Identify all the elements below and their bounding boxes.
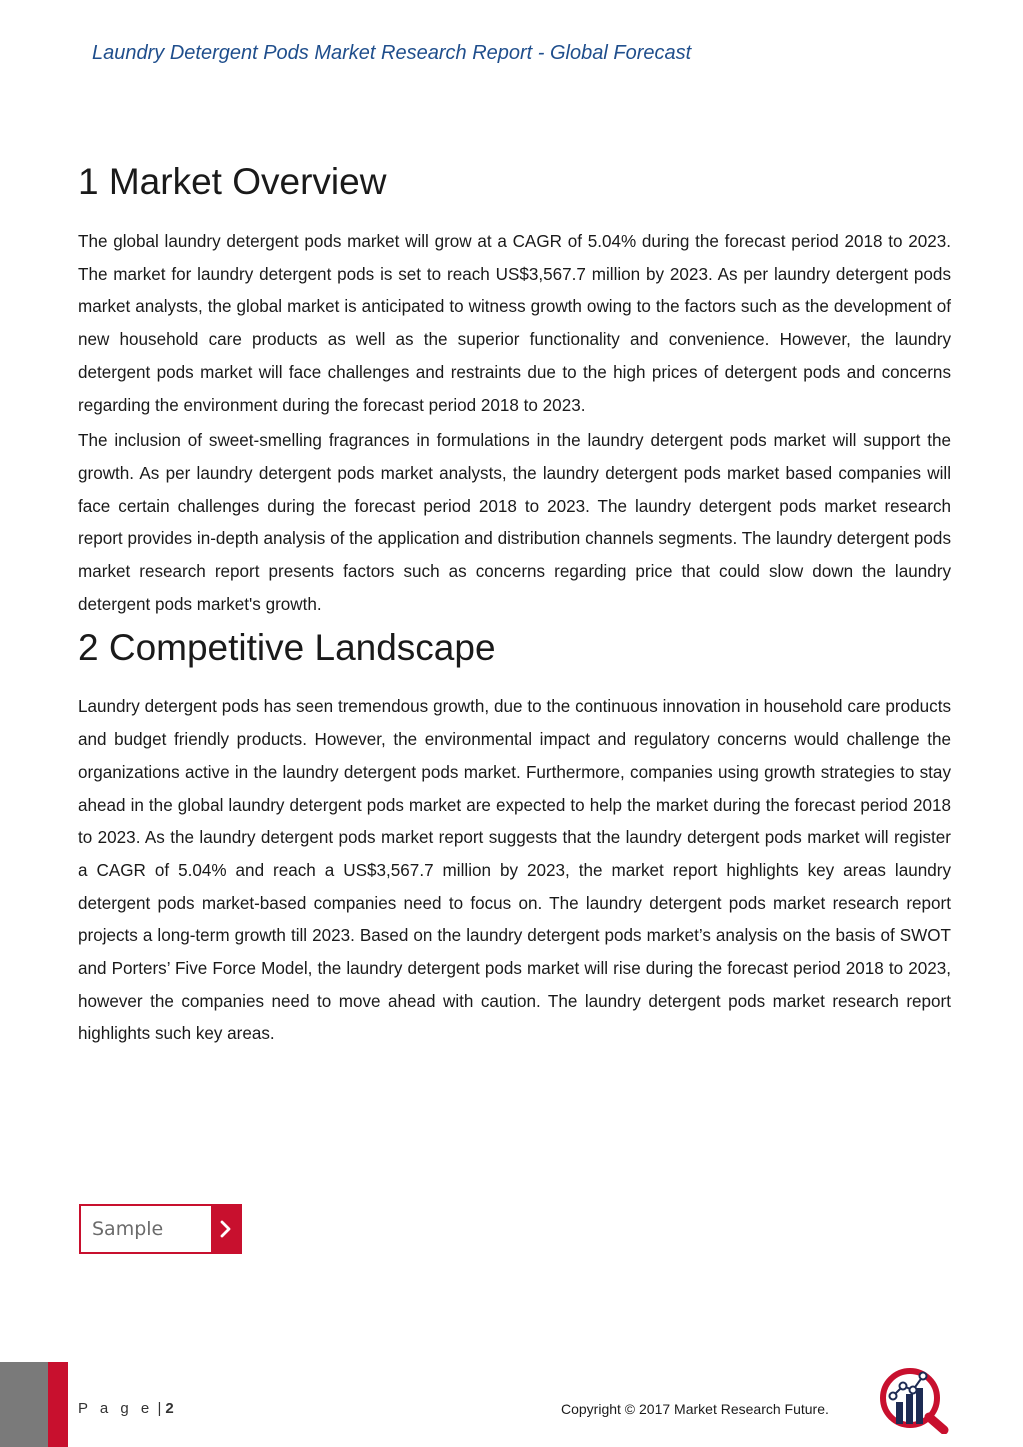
chevron-right-icon [211,1206,240,1252]
running-header: Laundry Detergent Pods Market Research Report - Global Forecast [92,42,692,64]
copyright-text: Copyright © 2017 Market Research Future. [561,1401,829,1417]
page-label: P a g e [78,1400,154,1417]
section-heading-market-overview: 1 Market Overview [78,161,387,202]
page-separator: | [157,1400,162,1417]
sample-button-label: Sample [92,1218,164,1240]
market-research-future-logo [875,1364,953,1434]
paragraph: Laundry detergent pods has seen tremendous growth, due to the continuous innovation in household care products and budget friendly products. However, the environmental impact and regulatory concerns would challenge the organizations active in the laundry detergent pods market. Furthermore, companies using growth strategies to stay ahead in the global laundry detergent pods market are expected to help the market during the forecast period 2018 to 2023. As the laundry detergent pods market report suggests that the laundry detergent pods market will register a CAGR of 5.04% and reach a US$3,567.7 million by 2023, the market report highlights key areas laundry detergent pods market-based companies need to focus on. The laundry detergent pods market research report projects a long-term growth till 2023. Based on the laundry detergent pods market’s analysis on the basis of SWOT and Porters’ Five Force Model, the laundry detergent pods market will rise during the forecast period 2018 to 2023, however the companies need to move ahead with caution. The laundry detergent pods market research report highlights such key areas. [78,697,951,1044]
footer-gray-bar [0,1362,48,1447]
paragraph: The inclusion of sweet-smelling fragrances in formulations in the laundry detergent pods market will support the growth. As per laundry detergent pods market analysts, the laundry detergent pods market based companies will face certain challenges during the forecast period 2018 to 2023. The laundry detergent pods market research report provides in-depth analysis of the application and distribution channels segments. The laundry detergent pods market research report presents factors such as concerns regarding price that could slow down the laundry detergent pods market's growth. [78,431,951,614]
footer-red-bar [48,1362,68,1447]
paragraph: The global laundry detergent pods market will grow at a CAGR of 5.04% during the forecast period 2018 to 2023. The market for laundry detergent pods is set to reach US$3,567.7 million by 2023. As per laundry detergent pods market analysts, the global market is anticipated to witness growth owing to the factors such as the development of new household care products as well as the superior functionality and convenience. However, the laundry detergent pods market will face challenges and restraints due to the high prices of detergent pods and concerns regarding the environment during the forecast period 2018 to 2023. [78,232,951,415]
page-number-value: 2 [165,1400,174,1417]
page-number [78,1400,174,1417]
section-heading-competitive-landscape: 2 Competitive Landscape [78,627,496,669]
sample-button[interactable] [79,1204,242,1254]
document-body [78,158,951,1054]
